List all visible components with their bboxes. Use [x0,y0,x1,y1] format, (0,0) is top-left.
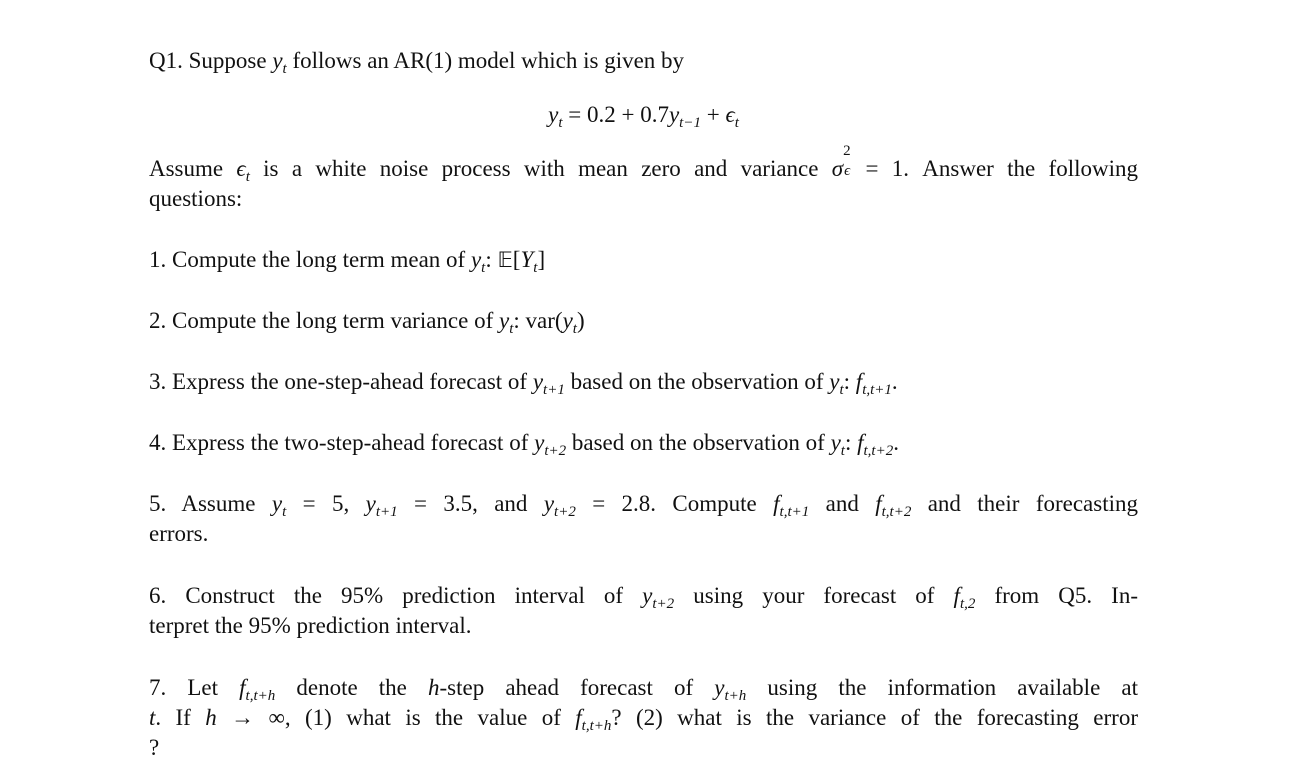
question-7-line-2: t. If h → ∞, (1) what is the value of $f_{t,t+h}$? (2) what is the variance of the forecasting error [149,705,1138,734]
question-5-line-2: errors. [149,521,209,546]
assume-line-2: questions: [149,186,243,211]
question-5-line-1: 5. Assume $y_t = 5$, $y_{t+1} = 3.5$, and $y_{t+2} = 2.8$. Compute $f_{t,t+1}$ and $f_{t,t+2}$ and their forecasting [149,491,1138,520]
question-4: 4. Express the two-step-ahead forecast of $y_{t+2}$ based on the observation of $y_t$: $f_{t,t+2}$. [149,430,899,459]
question-3: 3. Express the one-step-ahead forecast of $y_{t+1}$ based on the observation of $y_t$: $f_{t,t+1}$. [149,369,898,398]
question-7-line-1: 7. Let $f_{t,t+h}$ denote the h-step ahead forecast of $y_{t+h}$ using the information available at [149,675,1138,704]
question-7-line-3: ? [149,735,160,760]
question-6-line-1: 6. Construct the 95% prediction interval of $y_{t+2}$ using your forecast of $f_{t,2}$ from Q5. In- [149,583,1138,612]
question-6-line-2: terpret the 95% prediction interval. [149,613,472,638]
question-1: 1. Compute the long term mean of $y_t$: $𝔼[Y_t]$ [149,247,546,276]
q1-intro: Q1. Suppose $y_t$ follows an AR(1) model which is given by [149,48,685,77]
question-2: 2. Compute the long term variance of $y_t$: $var(y_t)$ [149,308,585,337]
ar1-equation: $y_t = 0.2 + 0.7y_{t-1} + \epsilon_t$ [548,102,739,131]
assume-line-1: Assume $\epsilon_t$ is a white noise process with mean zero and variance σ 2 ϵ = 1. Answer the following [149,143,1138,185]
